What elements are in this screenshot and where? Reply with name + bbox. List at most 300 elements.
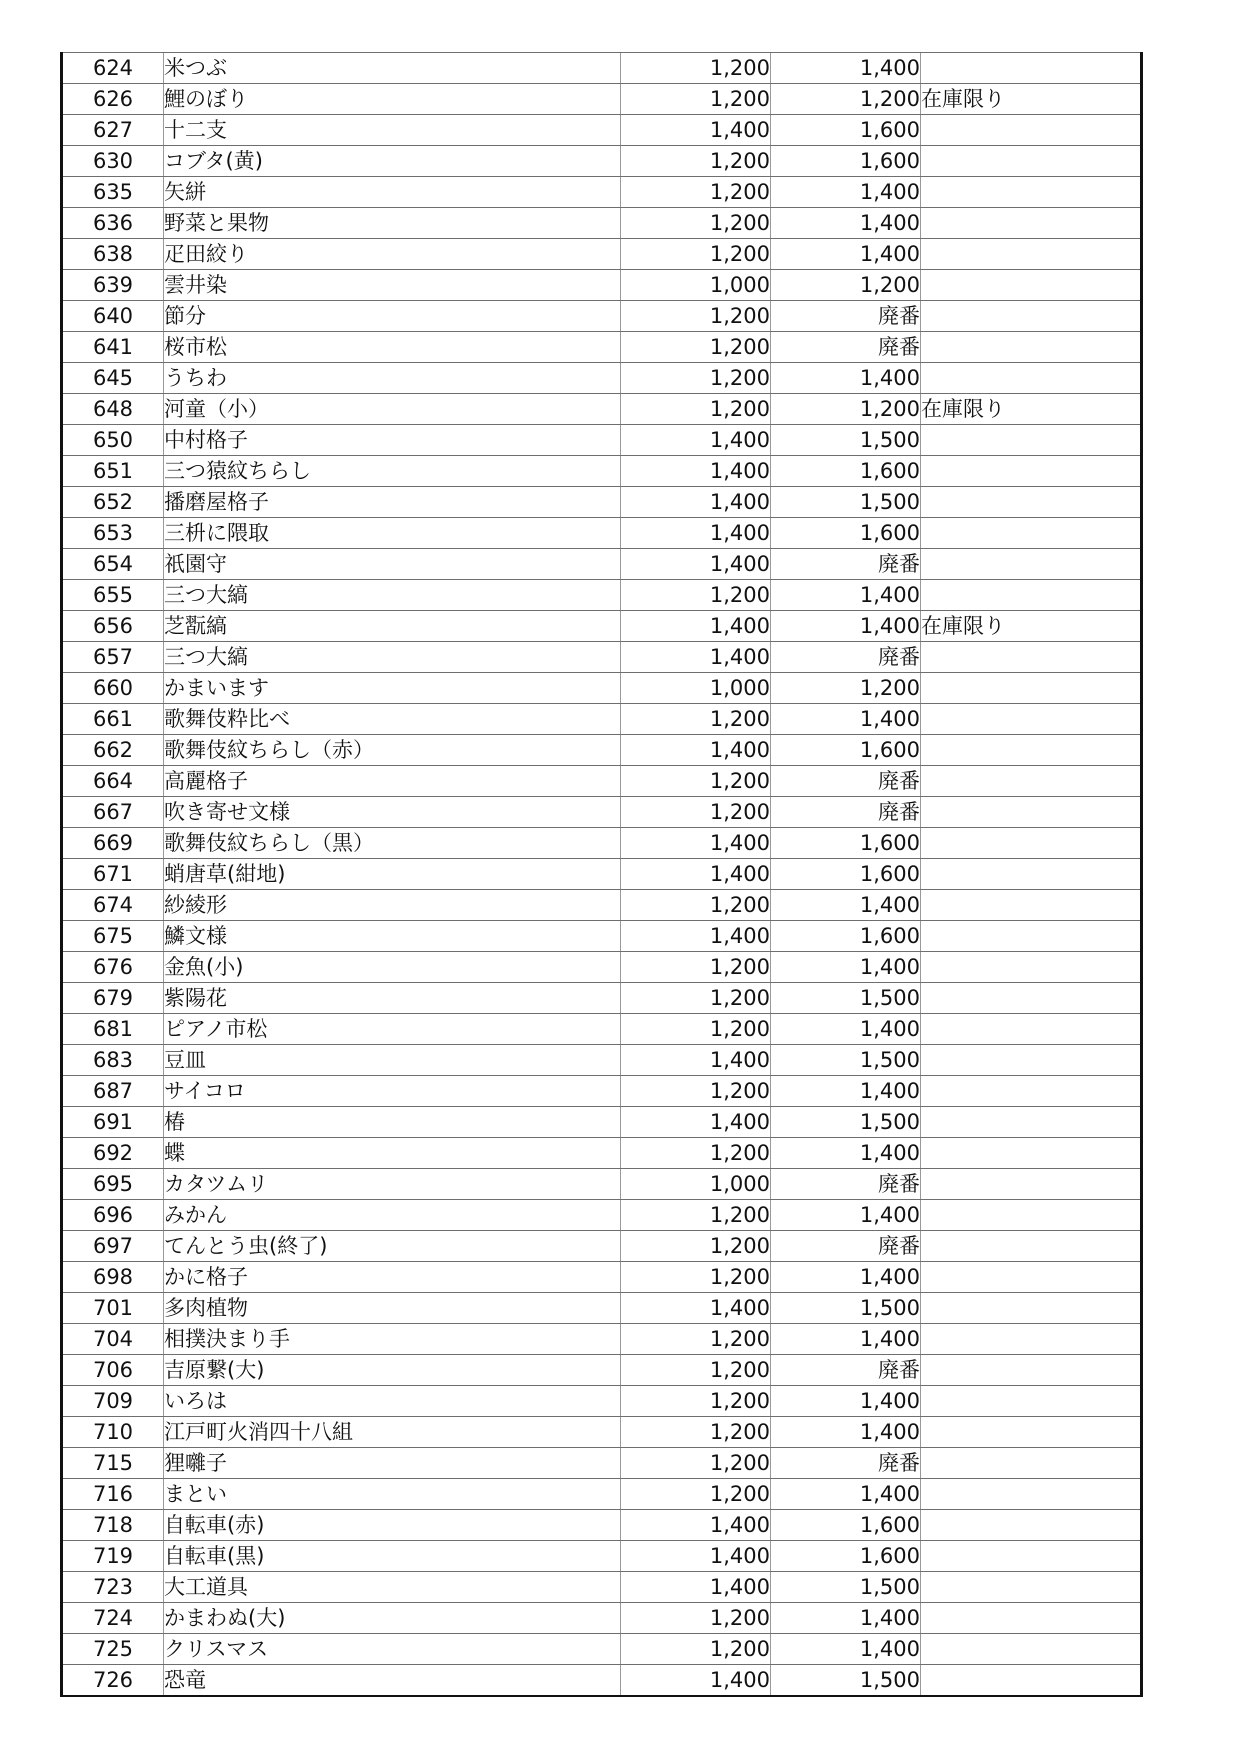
item-name: サイコロ	[164, 1076, 621, 1107]
table-row	[62, 983, 1142, 1014]
table-row	[62, 1293, 1142, 1324]
new-price: 1,500	[771, 425, 921, 456]
old-price: 1,200	[621, 704, 771, 735]
old-price: 1,200	[621, 1262, 771, 1293]
item-name: カタツムリ	[164, 1169, 621, 1200]
item-note	[921, 1014, 1142, 1045]
item-note	[921, 580, 1142, 611]
item-name: かに格子	[164, 1262, 621, 1293]
item-code: 698	[62, 1262, 164, 1293]
new-price: 1,400	[771, 611, 921, 642]
table-row	[62, 797, 1142, 828]
table-row	[62, 611, 1142, 642]
item-code: 640	[62, 301, 164, 332]
item-note	[921, 549, 1142, 580]
item-name: 河童（小）	[164, 394, 621, 425]
table-row	[62, 239, 1142, 270]
item-note	[921, 1076, 1142, 1107]
item-code: 679	[62, 983, 164, 1014]
new-price: 1,600	[771, 1541, 921, 1572]
item-code: 661	[62, 704, 164, 735]
item-code: 655	[62, 580, 164, 611]
item-note	[921, 828, 1142, 859]
item-code: 715	[62, 1448, 164, 1479]
old-price: 1,200	[621, 890, 771, 921]
old-price: 1,200	[621, 1417, 771, 1448]
new-price: 1,500	[771, 1293, 921, 1324]
item-note	[921, 115, 1142, 146]
item-note	[921, 797, 1142, 828]
item-name: 恐竜	[164, 1665, 621, 1697]
item-name: 歌舞伎粋比べ	[164, 704, 621, 735]
item-name: 大工道具	[164, 1572, 621, 1603]
new-price: 1,400	[771, 363, 921, 394]
item-code: 706	[62, 1355, 164, 1386]
item-note	[921, 1231, 1142, 1262]
item-note	[921, 146, 1142, 177]
item-code: 687	[62, 1076, 164, 1107]
item-name: 紗綾形	[164, 890, 621, 921]
item-note	[921, 53, 1142, 84]
item-name: かまわぬ(大)	[164, 1603, 621, 1634]
table-row	[62, 1169, 1142, 1200]
table-row	[62, 1448, 1142, 1479]
old-price: 1,400	[621, 518, 771, 549]
table-row	[62, 1324, 1142, 1355]
item-note	[921, 487, 1142, 518]
table-row	[62, 766, 1142, 797]
old-price: 1,200	[621, 1324, 771, 1355]
item-note	[921, 673, 1142, 704]
new-price: 1,400	[771, 239, 921, 270]
new-price: 1,500	[771, 1107, 921, 1138]
old-price: 1,200	[621, 84, 771, 115]
old-price: 1,400	[621, 1293, 771, 1324]
item-note: 在庫限り	[921, 394, 1142, 425]
new-price: 1,400	[771, 890, 921, 921]
item-note	[921, 983, 1142, 1014]
item-code: 691	[62, 1107, 164, 1138]
item-code: 635	[62, 177, 164, 208]
old-price: 1,200	[621, 332, 771, 363]
item-name: 紫陽花	[164, 983, 621, 1014]
table-row	[62, 735, 1142, 766]
new-price: 1,400	[771, 53, 921, 84]
new-price: 1,200	[771, 394, 921, 425]
item-code: 683	[62, 1045, 164, 1076]
item-note	[921, 1665, 1142, 1697]
item-name: 自転車(赤)	[164, 1510, 621, 1541]
item-name: 金魚(小)	[164, 952, 621, 983]
item-name: かまいます	[164, 673, 621, 704]
table-row	[62, 1107, 1142, 1138]
old-price: 1,000	[621, 1169, 771, 1200]
item-code: 664	[62, 766, 164, 797]
item-name: みかん	[164, 1200, 621, 1231]
table-row	[62, 146, 1142, 177]
item-note	[921, 1634, 1142, 1665]
item-code: 674	[62, 890, 164, 921]
item-name: 椿	[164, 1107, 621, 1138]
item-name: 江戸町火消四十八組	[164, 1417, 621, 1448]
new-price: 1,400	[771, 1479, 921, 1510]
item-code: 645	[62, 363, 164, 394]
item-note	[921, 1262, 1142, 1293]
item-note	[921, 890, 1142, 921]
new-price: 廃番	[771, 1355, 921, 1386]
table-row	[62, 1541, 1142, 1572]
table-row	[62, 1231, 1142, 1262]
table-row	[62, 1045, 1142, 1076]
table-row	[62, 1665, 1142, 1697]
new-price: 1,400	[771, 1603, 921, 1634]
item-name: まとい	[164, 1479, 621, 1510]
item-name: 矢絣	[164, 177, 621, 208]
table-row	[62, 828, 1142, 859]
new-price: 廃番	[771, 549, 921, 580]
new-price: 1,400	[771, 704, 921, 735]
old-price: 1,400	[621, 1572, 771, 1603]
old-price: 1,200	[621, 1355, 771, 1386]
item-name: コブタ(黄)	[164, 146, 621, 177]
table-row	[62, 1479, 1142, 1510]
old-price: 1,200	[621, 1200, 771, 1231]
item-code: 704	[62, 1324, 164, 1355]
table-body	[62, 53, 1142, 1697]
item-note	[921, 1138, 1142, 1169]
new-price: 1,400	[771, 1386, 921, 1417]
item-name: 祇園守	[164, 549, 621, 580]
new-price: 1,500	[771, 1045, 921, 1076]
item-code: 626	[62, 84, 164, 115]
old-price: 1,200	[621, 363, 771, 394]
item-note	[921, 1045, 1142, 1076]
new-price: 1,400	[771, 208, 921, 239]
new-price: 1,400	[771, 1634, 921, 1665]
item-code: 650	[62, 425, 164, 456]
item-name: 狸囃子	[164, 1448, 621, 1479]
item-code: 653	[62, 518, 164, 549]
item-name: てんとう虫(終了)	[164, 1231, 621, 1262]
new-price: 1,400	[771, 177, 921, 208]
table-row	[62, 704, 1142, 735]
table-row	[62, 177, 1142, 208]
item-note	[921, 642, 1142, 673]
item-note	[921, 952, 1142, 983]
item-note	[921, 704, 1142, 735]
item-code: 667	[62, 797, 164, 828]
item-name: 相撲決まり手	[164, 1324, 621, 1355]
item-name: 野菜と果物	[164, 208, 621, 239]
item-code: 725	[62, 1634, 164, 1665]
item-name: 三枡に隈取	[164, 518, 621, 549]
new-price: 1,500	[771, 983, 921, 1014]
old-price: 1,400	[621, 735, 771, 766]
item-note	[921, 1510, 1142, 1541]
item-name: 歌舞伎紋ちらし（赤）	[164, 735, 621, 766]
old-price: 1,400	[621, 642, 771, 673]
item-code: 652	[62, 487, 164, 518]
new-price: 廃番	[771, 332, 921, 363]
old-price: 1,200	[621, 394, 771, 425]
item-note	[921, 1107, 1142, 1138]
item-note	[921, 859, 1142, 890]
old-price: 1,200	[621, 797, 771, 828]
new-price: 1,500	[771, 1665, 921, 1697]
table-row	[62, 518, 1142, 549]
item-note	[921, 1293, 1142, 1324]
old-price: 1,200	[621, 1479, 771, 1510]
old-price: 1,400	[621, 549, 771, 580]
item-name: 豆皿	[164, 1045, 621, 1076]
table-row	[62, 53, 1142, 84]
item-code: 723	[62, 1572, 164, 1603]
item-note	[921, 1169, 1142, 1200]
item-note	[921, 1572, 1142, 1603]
item-code: 669	[62, 828, 164, 859]
new-price: 廃番	[771, 766, 921, 797]
item-code: 636	[62, 208, 164, 239]
item-code: 660	[62, 673, 164, 704]
table-row	[62, 394, 1142, 425]
item-code: 716	[62, 1479, 164, 1510]
old-price: 1,200	[621, 1448, 771, 1479]
new-price: 1,600	[771, 1510, 921, 1541]
item-code: 651	[62, 456, 164, 487]
old-price: 1,400	[621, 828, 771, 859]
new-price: 1,600	[771, 518, 921, 549]
new-price: 廃番	[771, 1231, 921, 1262]
price-list-sheet	[60, 52, 1140, 1697]
table-row	[62, 1076, 1142, 1107]
item-name: 雲井染	[164, 270, 621, 301]
old-price: 1,400	[621, 859, 771, 890]
item-note	[921, 1200, 1142, 1231]
old-price: 1,000	[621, 270, 771, 301]
old-price: 1,400	[621, 1107, 771, 1138]
old-price: 1,200	[621, 1076, 771, 1107]
item-note	[921, 239, 1142, 270]
new-price: 1,200	[771, 84, 921, 115]
item-name: 三つ猿紋ちらし	[164, 456, 621, 487]
old-price: 1,200	[621, 1138, 771, 1169]
item-code: 624	[62, 53, 164, 84]
item-code: 718	[62, 1510, 164, 1541]
old-price: 1,400	[621, 921, 771, 952]
old-price: 1,200	[621, 1603, 771, 1634]
table-row	[62, 1014, 1142, 1045]
item-code: 671	[62, 859, 164, 890]
old-price: 1,400	[621, 1045, 771, 1076]
old-price: 1,400	[621, 425, 771, 456]
old-price: 1,400	[621, 611, 771, 642]
table-row	[62, 642, 1142, 673]
new-price: 1,400	[771, 1200, 921, 1231]
table-row	[62, 1572, 1142, 1603]
item-name: 蝶	[164, 1138, 621, 1169]
item-code: 709	[62, 1386, 164, 1417]
item-note	[921, 332, 1142, 363]
item-note	[921, 208, 1142, 239]
item-code: 657	[62, 642, 164, 673]
item-name: 中村格子	[164, 425, 621, 456]
item-note	[921, 1417, 1142, 1448]
table-row	[62, 301, 1142, 332]
old-price: 1,200	[621, 766, 771, 797]
old-price: 1,000	[621, 673, 771, 704]
table-row	[62, 115, 1142, 146]
item-name: 吹き寄せ文様	[164, 797, 621, 828]
new-price: 廃番	[771, 301, 921, 332]
new-price: 1,400	[771, 1262, 921, 1293]
new-price: 廃番	[771, 797, 921, 828]
item-code: 676	[62, 952, 164, 983]
table-row	[62, 1603, 1142, 1634]
item-note	[921, 1324, 1142, 1355]
item-note	[921, 301, 1142, 332]
item-note	[921, 270, 1142, 301]
item-name: 鯉のぼり	[164, 84, 621, 115]
old-price: 1,400	[621, 487, 771, 518]
item-note	[921, 425, 1142, 456]
table-row	[62, 859, 1142, 890]
table-row	[62, 952, 1142, 983]
item-name: いろは	[164, 1386, 621, 1417]
item-name: 三つ大縞	[164, 642, 621, 673]
old-price: 1,200	[621, 1386, 771, 1417]
new-price: 1,600	[771, 921, 921, 952]
item-note	[921, 1541, 1142, 1572]
new-price: 1,600	[771, 859, 921, 890]
table-row	[62, 1510, 1142, 1541]
item-note	[921, 518, 1142, 549]
new-price: 1,200	[771, 270, 921, 301]
new-price: 廃番	[771, 1169, 921, 1200]
old-price: 1,200	[621, 1634, 771, 1665]
item-name: 三つ大縞	[164, 580, 621, 611]
item-code: 724	[62, 1603, 164, 1634]
new-price: 1,600	[771, 828, 921, 859]
table-row	[62, 1355, 1142, 1386]
item-note	[921, 1603, 1142, 1634]
item-note: 在庫限り	[921, 84, 1142, 115]
table-row	[62, 1417, 1142, 1448]
item-code: 701	[62, 1293, 164, 1324]
item-name: 歌舞伎紋ちらし（黒）	[164, 828, 621, 859]
new-price: 廃番	[771, 1448, 921, 1479]
new-price: 1,200	[771, 673, 921, 704]
item-name: 自転車(黒)	[164, 1541, 621, 1572]
item-name: 鱗文様	[164, 921, 621, 952]
table-row	[62, 270, 1142, 301]
item-note: 在庫限り	[921, 611, 1142, 642]
table-row	[62, 84, 1142, 115]
old-price: 1,200	[621, 239, 771, 270]
item-code: 696	[62, 1200, 164, 1231]
new-price: 1,500	[771, 487, 921, 518]
new-price: 1,400	[771, 1324, 921, 1355]
item-code: 719	[62, 1541, 164, 1572]
item-note	[921, 363, 1142, 394]
item-name: うちわ	[164, 363, 621, 394]
item-name: 吉原繋(大)	[164, 1355, 621, 1386]
item-name: 十二支	[164, 115, 621, 146]
table-row	[62, 1386, 1142, 1417]
table-row	[62, 456, 1142, 487]
old-price: 1,200	[621, 208, 771, 239]
table-row	[62, 890, 1142, 921]
new-price: 1,600	[771, 456, 921, 487]
new-price: 廃番	[771, 642, 921, 673]
item-name: 疋田絞り	[164, 239, 621, 270]
item-code: 710	[62, 1417, 164, 1448]
new-price: 1,600	[771, 146, 921, 177]
item-code: 630	[62, 146, 164, 177]
new-price: 1,400	[771, 1076, 921, 1107]
item-name: ピアノ市松	[164, 1014, 621, 1045]
item-code: 638	[62, 239, 164, 270]
old-price: 1,400	[621, 1541, 771, 1572]
item-code: 662	[62, 735, 164, 766]
item-name: 多肉植物	[164, 1293, 621, 1324]
item-note	[921, 921, 1142, 952]
item-name: 桜市松	[164, 332, 621, 363]
old-price: 1,200	[621, 177, 771, 208]
table-row	[62, 363, 1142, 394]
item-code: 681	[62, 1014, 164, 1045]
item-code: 726	[62, 1665, 164, 1697]
item-name: クリスマス	[164, 1634, 621, 1665]
item-name: 節分	[164, 301, 621, 332]
new-price: 1,400	[771, 1138, 921, 1169]
new-price: 1,400	[771, 1014, 921, 1045]
item-code: 656	[62, 611, 164, 642]
item-name: 蛸唐草(紺地)	[164, 859, 621, 890]
table-row	[62, 1262, 1142, 1293]
new-price: 1,500	[771, 1572, 921, 1603]
item-code: 627	[62, 115, 164, 146]
old-price: 1,200	[621, 952, 771, 983]
old-price: 1,400	[621, 1510, 771, 1541]
table-row	[62, 921, 1142, 952]
item-name: 米つぶ	[164, 53, 621, 84]
item-code: 692	[62, 1138, 164, 1169]
table-row	[62, 1200, 1142, 1231]
new-price: 1,400	[771, 1417, 921, 1448]
table-row	[62, 208, 1142, 239]
item-name: 高麗格子	[164, 766, 621, 797]
old-price: 1,400	[621, 1665, 771, 1697]
old-price: 1,400	[621, 115, 771, 146]
table-row	[62, 425, 1142, 456]
new-price: 1,600	[771, 115, 921, 146]
table-row	[62, 487, 1142, 518]
item-note	[921, 1355, 1142, 1386]
table-row	[62, 549, 1142, 580]
item-code: 648	[62, 394, 164, 425]
table-row	[62, 673, 1142, 704]
item-code: 697	[62, 1231, 164, 1262]
item-code: 675	[62, 921, 164, 952]
table-row	[62, 332, 1142, 363]
old-price: 1,200	[621, 1231, 771, 1262]
old-price: 1,200	[621, 983, 771, 1014]
item-note	[921, 177, 1142, 208]
table-row	[62, 1138, 1142, 1169]
item-code: 654	[62, 549, 164, 580]
item-code: 695	[62, 1169, 164, 1200]
item-name: 播磨屋格子	[164, 487, 621, 518]
